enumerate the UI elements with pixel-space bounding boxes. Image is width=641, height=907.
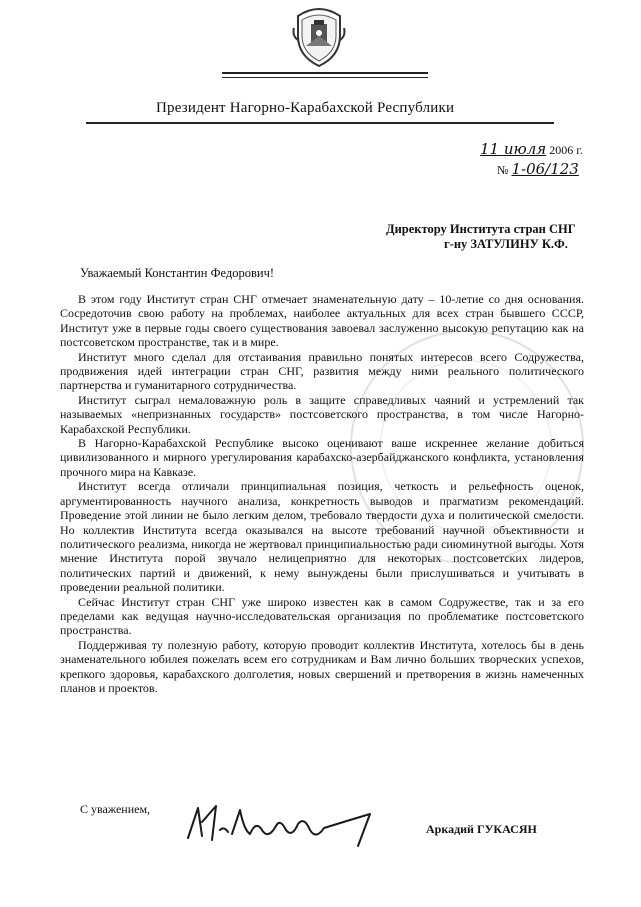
paragraph: Институт всегда отличали принципиальная позиция, четкость и рельефность оценок, аргументированность научного анализа, конкретность выводов и прагматизм рекомендаций. Проведение этой линии не было легким делом, требовало твердости духа и политической смелости. Но коллектив Института всегда оказывался на высоте требований научной объективности и политического реализма, никогда не жертвовал принципиальностью ради сиюминутной выгоды. Хотя мнение Института порой звучало нелицеприятно для некоторых постсоветских лидеров, политических партий и движений, к нему вынуждены были прислушиваться и учитывать в проведении реальной политики. [60, 479, 584, 595]
letter-number [497, 160, 579, 178]
header-rule-top [222, 72, 428, 74]
organization-title: Президент Нагорно-Карабахской Республики [156, 100, 455, 116]
salutation: Уважаемый Константин Федорович! [80, 266, 275, 280]
handwritten-date: 11 июля [480, 140, 547, 158]
date-year: 2006 г. [549, 143, 583, 157]
letter-date [480, 140, 583, 158]
addressee-line-2: г-ну ЗАТУЛИНУ К.Ф. [444, 237, 568, 251]
paragraph: Поддерживая ту полезную работу, которую проводит коллектив Института, хотелось бы в день знаменательного юбилея пожелать всем его сотрудникам и Вам лично больших творческих успехов, крепкого здоровья, карабахского долголетия, новых свершений и претворения в жизнь намеченных планов и проектов. [60, 637, 584, 695]
header-rule-thin [222, 77, 428, 78]
paragraph: Институт много сделал для отстаивания правильно понятых интересов всего Содружества, продвижения идей интеграции стран СНГ, развития между ними реального политического партнерства и гуманитарного сотрудничества. [60, 349, 584, 393]
handwritten-signature [180, 800, 390, 850]
paragraph: Институт сыграл немаловажную роль в защите справедливых чаяний и устремлений так называемых «непризнанных государств» постсоветского пространства, в том числе Нагорно-Карабахской Республики. [60, 392, 584, 436]
paragraph: В этом году Институт стран СНГ отмечает знаменательную дату – 10-летие со дня основания. Сосредоточив свою работу на проблемах, наиболее актуальных для всех стран бывшего СССР, Институт уже в первые годы своего существования завоевал заслуженно высокую репутацию как на постсоветском пространстве, так и в мире. [60, 292, 584, 350]
paragraph: В Нагорно-Карабахской Республике высоко оценивают ваше искреннее желание добиться цивилизованного и мирного урегулирования карабахско-азербайджанского конфликта, установления прочного мира на Кавказе. [60, 436, 584, 479]
closing-phrase: С уважением, [80, 802, 151, 816]
letter-body [60, 292, 584, 695]
handwritten-number: 1-06/123 [511, 160, 579, 178]
addressee-line-1: Директору Института стран СНГ [386, 222, 576, 236]
paragraph: Сейчас Институт стран СНГ уже широко известен как в самом Содружестве, так и за его пределами как ведущая научно-исследовательская организация по проблематике постсоветского пространства. [60, 594, 584, 638]
header-rule-bottom [86, 122, 554, 124]
coat-of-arms-icon [292, 6, 346, 68]
number-prefix: № [497, 163, 509, 177]
signer-name: Аркадий ГУКАСЯН [426, 822, 537, 836]
